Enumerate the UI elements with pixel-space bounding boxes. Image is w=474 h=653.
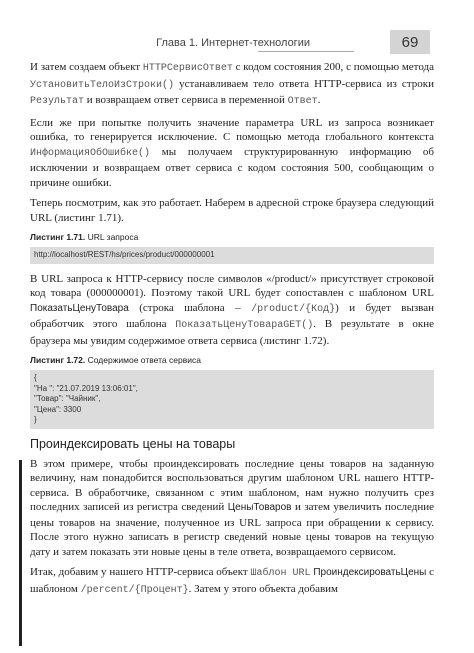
text-run: . Затем у этого объекта добавим xyxy=(188,582,339,595)
paragraph xyxy=(30,116,434,191)
inline-code: Шаблон URL xyxy=(250,568,311,579)
code-line: "На ": "21.07.2019 13:06:01", xyxy=(34,383,138,393)
code-block xyxy=(30,370,434,429)
inline-code: /percent/{Процент} xyxy=(80,584,189,596)
text-run: и затем увеличить последние цены товаров на значение, полученное из URL запроса при обращении к сервису. После этого нужно записать в регистр сведений новые цены товаров на текущую дату и затем показать эти новые цены в теле ответа, возвращаемого сервисом. xyxy=(30,501,435,558)
inline-code: ПоказатьЦенуТовараGET() xyxy=(175,320,314,331)
page-content xyxy=(30,60,434,604)
inline-code: Результат xyxy=(30,96,85,107)
chapter-title: Глава 1. Интернет-технологии xyxy=(156,37,310,49)
text-run: В этом примере, чтобы проиндексировать последние цены товаров на заданную величину, нам понадобится воспользоваться другим шаблоном URL нашего HTTP-сервиса. В обработчике, связанном с этим шаблоном, нам нужно получить срез последних записей из регистра сведений xyxy=(30,457,434,513)
text-run: Если же при попытке получить значение параметра URL из запроса возникает ошибка, то генерируется исключение. С помощью метода глобального контекста xyxy=(30,116,434,143)
code-line: http://localhost/REST/hs/prices/product/000000001 xyxy=(34,250,215,259)
page-number: 69 xyxy=(390,30,430,54)
text-run: В URL запроса к HTTP-сервису после символов «/product/» присутствует строковой код товара (000000001). Поэтому такой URL будет сопоставлен с шаблоном URL xyxy=(30,272,434,299)
code-block xyxy=(30,247,434,264)
text-run: с шаблоном xyxy=(30,566,435,595)
text-run: (строка шаблона – xyxy=(128,301,252,314)
text-run: . xyxy=(317,94,321,106)
text-run: и возвращаем ответ сервиса в переменной xyxy=(84,94,288,106)
listing-title: Содержимое ответа сервиса xyxy=(87,355,201,365)
text-run: ) и будет вызван обработчик этого шаблона xyxy=(30,301,434,330)
text-run: устанавливаем тело ответа HTTP-сервиса из строки xyxy=(174,77,434,90)
paragraph xyxy=(30,565,434,598)
listing-caption xyxy=(30,232,434,242)
code-line: } xyxy=(34,415,37,424)
listing-label: Листинг 1.72. xyxy=(30,355,86,365)
inline-identifier: ЦеныТоваров xyxy=(227,502,292,513)
paragraph xyxy=(30,457,434,560)
inline-code: HTTPСервисОтвет xyxy=(142,63,233,74)
page-header xyxy=(156,33,430,52)
text-run: с кодом состояния 200, с помощью метода xyxy=(232,61,434,73)
code-line: { xyxy=(34,373,37,382)
text-run: мы получаем структурированную информацию об исключении и возвращаем ответ сервиса с кодом состояния 500, сообщающим о причине ошибки. xyxy=(30,145,434,189)
section-heading: Проиндексировать цены на товары xyxy=(30,436,236,451)
inline-code: УстановитьТелоИзСтроки() xyxy=(30,79,175,91)
code-line: "Цена": 3300 xyxy=(34,404,82,414)
text-run: Итак, добавим у нашего HTTP-сервиса объект xyxy=(30,566,251,578)
paragraph xyxy=(30,272,434,349)
inline-identifier: ПоказатьЦенуТовара xyxy=(30,302,129,314)
inline-code: /product/{Код} xyxy=(251,303,336,315)
inline-code: Ответ xyxy=(287,96,318,107)
inline-identifier: ПроиндексироватьЦены xyxy=(313,567,427,578)
header-rule xyxy=(258,51,354,52)
text-run: И затем создаем объект xyxy=(30,61,143,73)
paragraph xyxy=(30,196,434,225)
inline-code: ИнформацияОбОшибке() xyxy=(30,147,151,159)
code-line: "Товар": "Чайник", xyxy=(34,394,101,403)
text-run: . В результате в окне браузера мы увидим содержимое ответа сервиса (листинг 1.72). xyxy=(30,318,434,347)
listing-label: Листинг 1.71. xyxy=(30,232,86,242)
listing-caption xyxy=(30,355,434,365)
listing-title: URL запроса xyxy=(87,232,139,242)
text-run: Теперь посмотрим, как это работает. Наберем в адресной строке браузера следующий URL (листинг 1.71). xyxy=(30,197,434,224)
paragraph xyxy=(30,60,434,110)
margin-bar xyxy=(19,460,22,646)
